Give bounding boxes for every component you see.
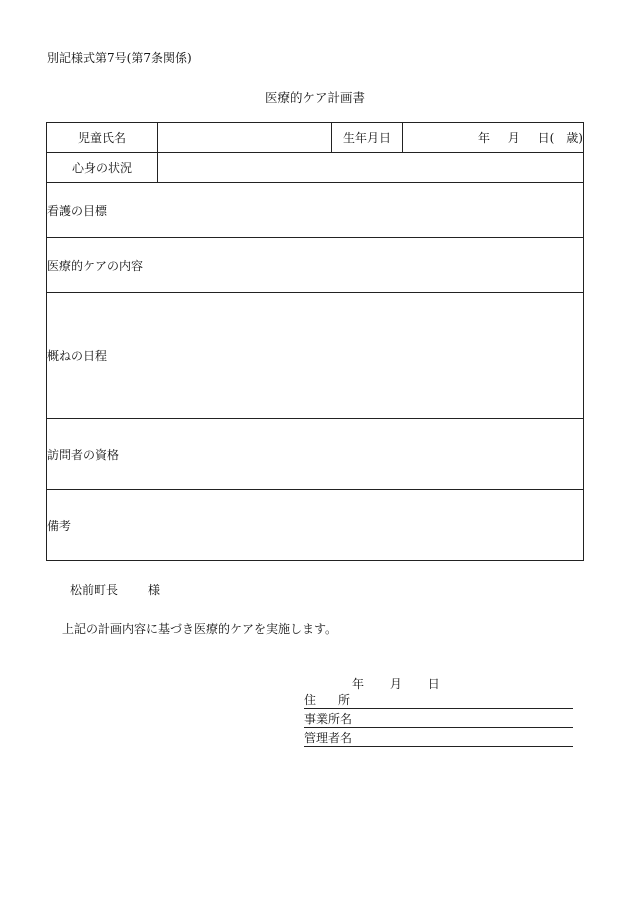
care-plan-table [46,122,584,561]
nursing-goal-section[interactable]: 看護の目標 [47,183,584,238]
document-title: 医療的ケア計画書 [264,90,365,105]
condition-row [47,153,584,183]
address-label-first: 住 [304,693,317,707]
manager-name-line[interactable] [304,730,573,747]
manager-name-label: 管理者名 [304,731,353,745]
condition-label: 心身の状況 [47,153,158,183]
date-year-label: 年 [352,677,365,691]
office-name-label: 事業所名 [304,712,353,726]
address-line[interactable] [304,692,573,709]
section-row [47,238,584,293]
care-content-section[interactable]: 医療的ケアの内容 [47,238,584,293]
child-info-row [47,123,584,153]
visitor-qualification-section[interactable]: 訪問者の資格 [47,419,584,490]
form-number: 別記様式第7号(第7条関係) [47,51,192,65]
date-month-label: 月 [389,677,402,691]
date-day-label: 日 [427,677,440,691]
section-row [47,183,584,238]
section-row [47,293,584,419]
date-line [352,675,440,692]
birthdate-day-age-label: 日( 歳) [537,131,583,145]
condition-field[interactable] [158,153,584,183]
schedule-section[interactable]: 概ねの日程 [47,293,584,419]
child-name-field[interactable] [158,123,332,153]
addressee-honorific: 様 [148,583,161,597]
statement-text: 上記の計画内容に基づき医療的ケアを実施します。 [62,622,338,636]
section-row [47,419,584,490]
birthdate-month-label: 月 [507,131,520,145]
remarks-section[interactable]: 備考 [47,490,584,561]
office-name-line[interactable] [304,711,573,728]
addressee [70,581,160,598]
section-row [47,490,584,561]
address-label-second: 所 [338,693,351,707]
birthdate-field[interactable] [403,123,584,153]
addressee-name: 松前町長 [70,583,119,597]
child-name-label: 児童氏名 [47,123,158,153]
birthdate-year-label: 年 [477,131,490,145]
birthdate-label: 生年月日 [332,123,403,153]
